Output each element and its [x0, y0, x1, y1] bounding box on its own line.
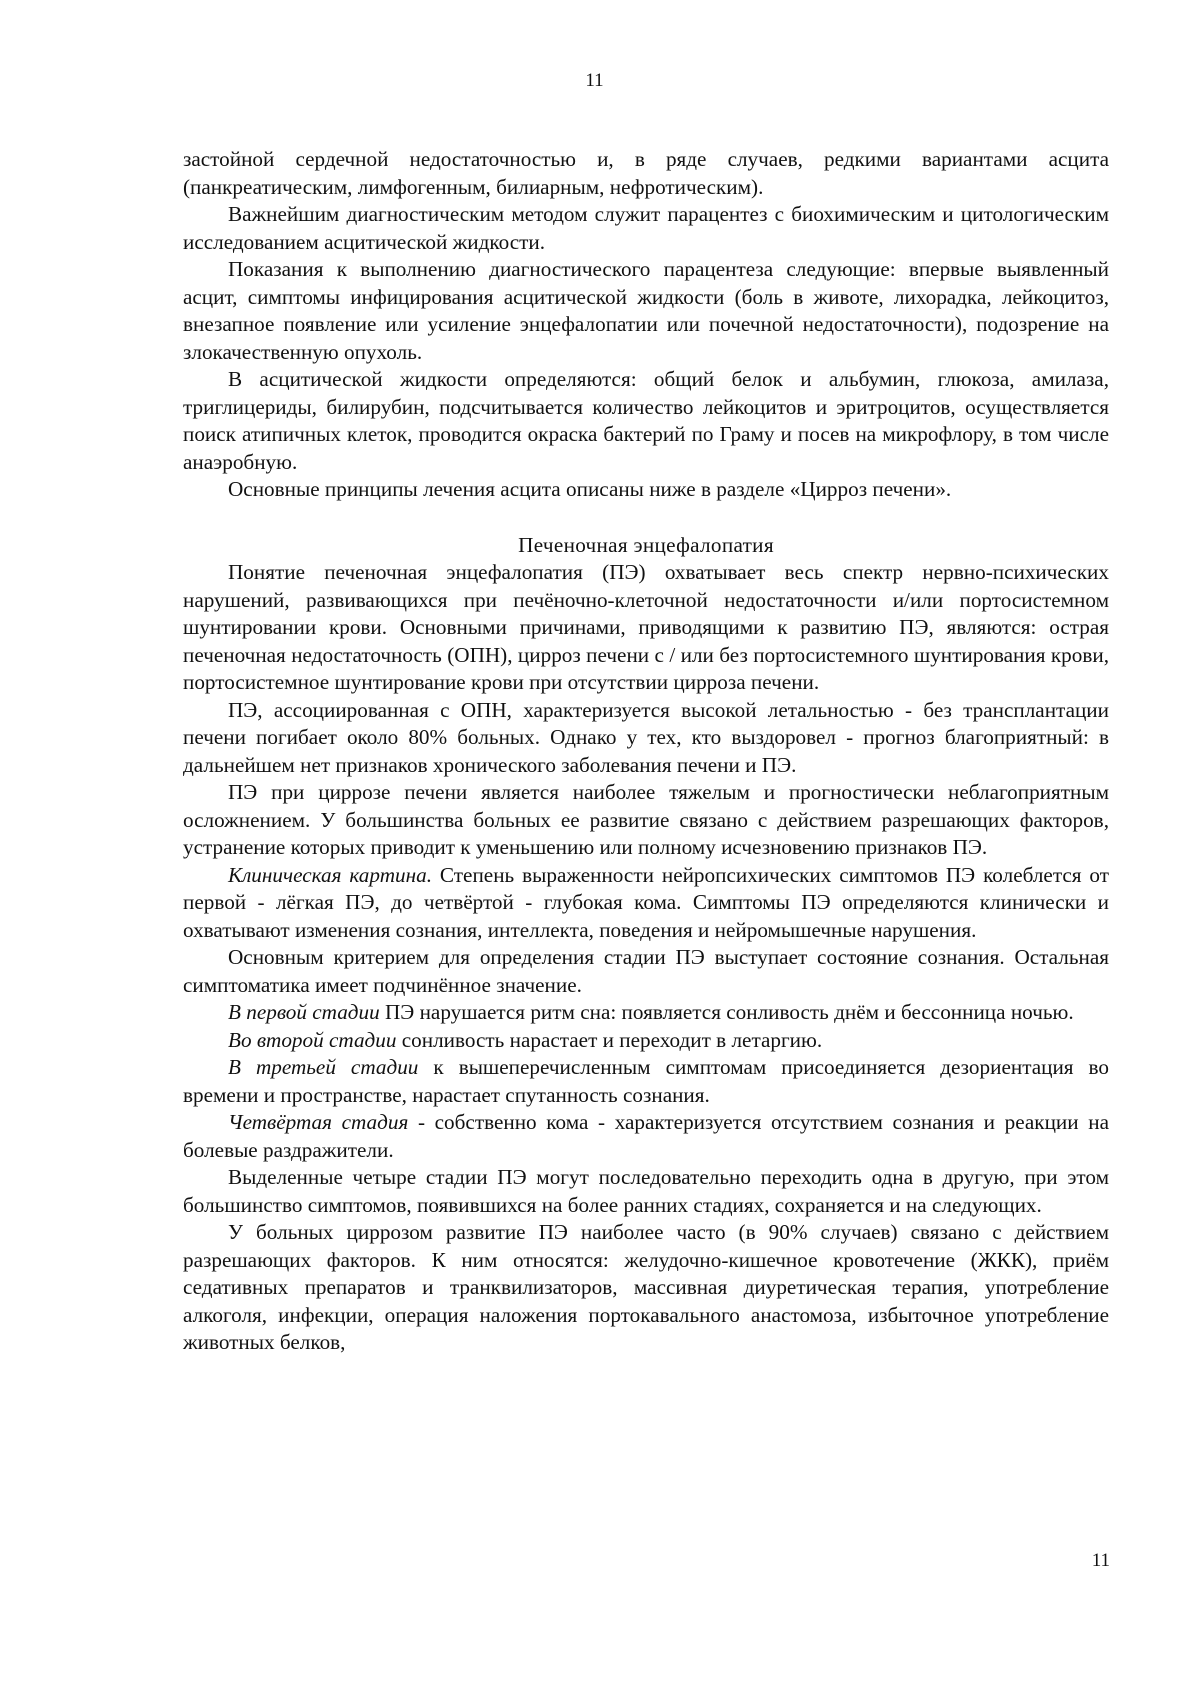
paragraph-8: ПЭ при циррозе печени является наиболее тяжелым и прогностически неблагоприятным осложнением. У большинства больных ее развитие связано с действием разрешающих факторов, устранение которых приводит к уменьшению или полному исчезновению признаков ПЭ.	[183, 780, 1109, 859]
page-number-bottom: 11	[1091, 1550, 1110, 1571]
paragraph-11-lead: В первой стадии	[228, 1000, 380, 1024]
paragraph-3: Показания к выполнению диагностического парацентеза следующие: впервые выявленный асцит, симптомы инфицирования асцитической жидкости (боль в животе, лихорадка, лейкоцитоз, внезапное появление или усиление энцефалопатии или почечной недостаточности), подозрение на злокачественную опухоль.	[183, 257, 1109, 364]
paragraph-6: Понятие печеночная энцефалопатия (ПЭ) охватывает весь спектр нервно-психических нарушений, развивающихся при печёночно-клеточной недостаточности и/или портосистемном шунтировании крови. Основными причинами, приводящими к развитию ПЭ, являются: острая печеночная недостаточность (ОПН), цирроз печени с / или без портосистемного шунтирования крови, портосистемное шунтирование крови при отсутствии цирроза печени.	[183, 560, 1109, 694]
paragraph-14	[183, 1109, 1109, 1164]
paragraph-13	[183, 1054, 1109, 1109]
paragraph-16: У больных циррозом развитие ПЭ наиболее часто (в 90% случаев) связано с действием разрешающих факторов. К ним относятся: желудочно-кишечное кровотечение (ЖКК), приём седативных препаратов и транквилизаторов, массивная диуретическая терапия, употребление алкоголя, инфекции, операция наложения портокавального анастомоза, избыточное употребление животных белков,	[183, 1220, 1109, 1354]
paragraph-12	[183, 1027, 1109, 1055]
paragraph-9-lead: Клиническая картина.	[228, 862, 432, 887]
paragraph-7: ПЭ, ассоциированная с ОПН, характеризуется высокой летальностью - без трансплантации печени погибает около 80% больных. Однако у тех, кто выздоровел - прогноз благоприятный: в дальнейшем нет признаков хронического заболевания печени и ПЭ.	[183, 697, 1109, 777]
paragraph-11-text: ПЭ нарушается ритм сна: появляется сонливость днём и бессонница ночью.	[379, 1000, 1074, 1024]
paragraph-13-lead: В третьей стадии	[228, 1055, 419, 1079]
paragraph-10: Основным критерием для определения стадии ПЭ выступает состояние сознания. Остальная симптоматика имеет подчинённое значение.	[183, 945, 1109, 997]
paragraph-1: застойной сердечной недостаточностью и, в ряде случаев, редкими вариантами асцита (панкреатическим, лимфогенным, билиарным, нефротическим).	[183, 147, 1109, 199]
paragraph-14-text: - собственно кома - характеризуется отсутствием сознания и реакции на болевые раздражители.	[183, 1110, 1109, 1162]
paragraph-2: Важнейшим диагностическим методом служит парацентез с биохимическим и цитологическим исследованием асцитической жидкости.	[183, 202, 1109, 254]
paragraph-9	[183, 862, 1109, 945]
paragraph-13-text: к вышеперечисленным симптомам присоединяется дезориентация во времени и пространстве, нарастает спутанность сознания.	[183, 1055, 1109, 1107]
section-heading: Печеночная энцефалопатия	[518, 532, 774, 557]
paragraph-4: В асцитической жидкости определяются: общий белок и альбумин, глюкоза, амилаза, триглицериды, билирубин, подсчитывается количество лейкоцитов и эритроцитов, осуществляется поиск атипичных клеток, проводится окраска бактерий по Граму и посев на микрофлору, в том числе анаэробную.	[183, 367, 1109, 474]
paragraph-11	[183, 999, 1109, 1027]
paragraph-5: Основные принципы лечения асцита описаны ниже в разделе «Цирроз печени».	[228, 477, 952, 501]
page-number-top: 11	[585, 70, 604, 91]
paragraph-9-text: Степень выраженности нейропсихических симптомов ПЭ колеблется от первой - лёгкая ПЭ, до четвёртой - глубокая кома. Симптомы ПЭ определяются клинически и охватывают изменения сознания, интеллекта, поведения и нейромышечные нарушения.	[183, 862, 1109, 942]
paragraph-12-lead: Во второй стадии	[228, 1027, 397, 1052]
paragraph-15: Выделенные четыре стадии ПЭ могут последовательно переходить одна в другую, при этом большинство симптомов, появившихся на более ранних стадиях, сохраняется и на следующих.	[183, 1165, 1109, 1217]
paragraph-14-lead: Четвёртая стадия	[228, 1110, 409, 1134]
paragraph-12-text: сонливость нарастает и переходит в летаргию.	[396, 1027, 823, 1052]
document-body	[183, 146, 1109, 1357]
